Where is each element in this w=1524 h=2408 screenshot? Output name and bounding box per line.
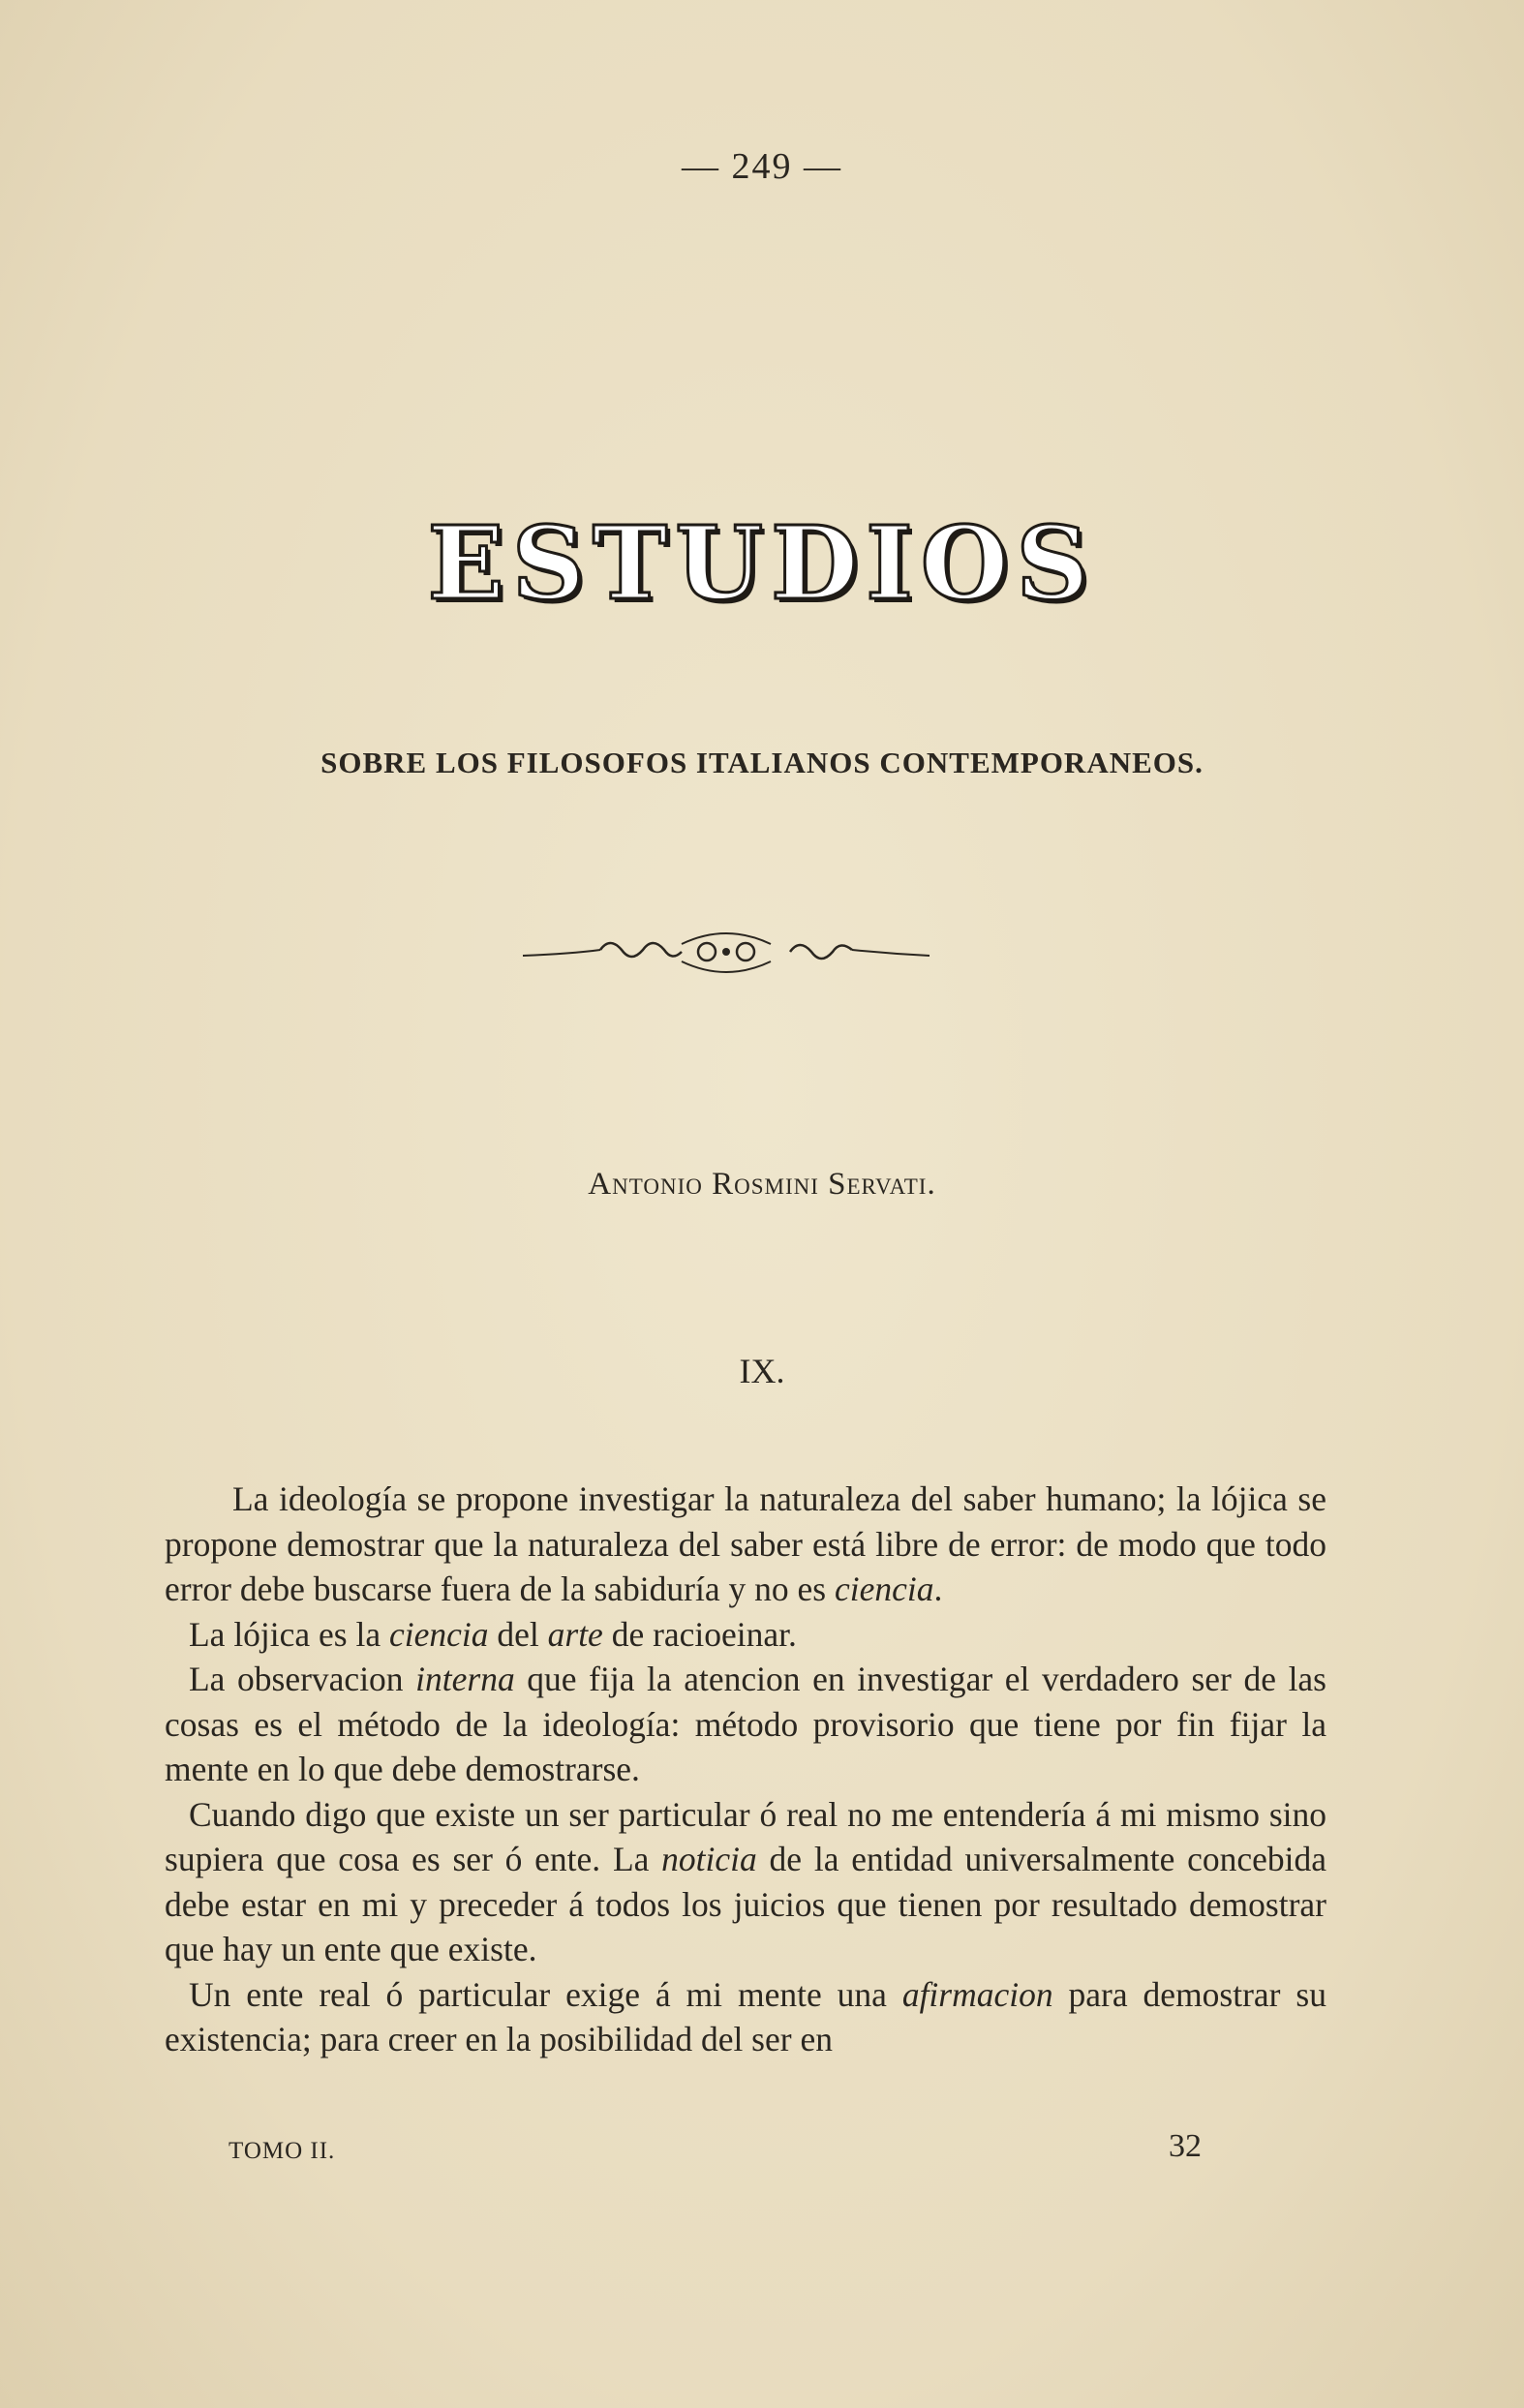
body-text [165,1477,1326,2062]
signature-mark: 32 [1169,2128,1202,2164]
volume-label: TOMO II. [229,2138,336,2164]
page-number: — 249 — [682,146,842,187]
paragraph: La lójica es la ciencia del arte de racioeinar. [189,1614,797,1654]
subtitle: SOBRE LOS FILOSOFOS ITALIANOS CONTEMPORANEOS. [320,746,1204,779]
paragraph: La observacion interna que fija la atencion en investigar el verdadero ser de las cosas es el método de la ideología: método provisorio que tiene por fin fijar la mente en lo que debe demostrarse. [165,1660,1327,1788]
paragraph: Cuando digo que existe un ser particular ó real no me entendería á mi mismo sino supiera que cosa es ser ó ente. La noticia de la entidad universalmente concebida debe estar en mi y preceder á todos los juicios que tienen por resultado demostrar que hay un ente que existe. [165,1794,1326,1968]
main-title: ESTUDIOS [427,503,1097,623]
ornament-divider-icon [513,925,939,983]
author-name: Antonio Rosmini Servati. [588,1167,936,1202]
section-number: IX. [739,1352,785,1390]
paragraph: La ideología se propone investigar la naturaleza del saber humano; la lójica se propone demostrar que la naturaleza del saber está libre de error: de modo que todo error debe buscarse fuera de la sabiduría y no es ciencia. [165,1479,1326,1608]
paragraph: Un ente real ó particular exige á mi mente una afirmacion para demostrar su existencia; para creer en la posibilidad del ser en [165,1974,1326,2058]
